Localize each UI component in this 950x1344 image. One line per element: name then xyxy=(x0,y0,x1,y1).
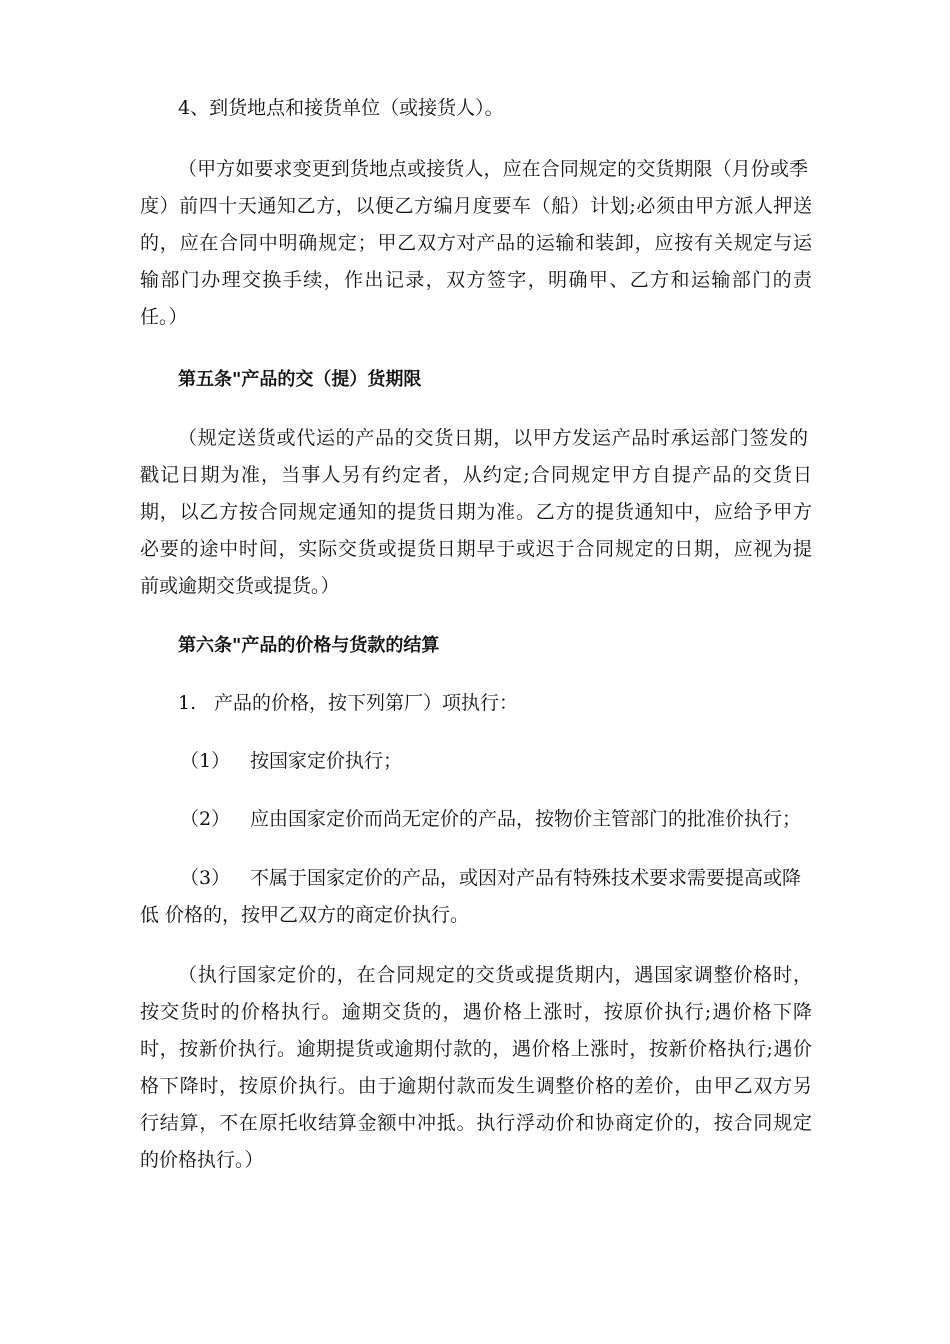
paragraph-line: 的，应在合同中明确规定；甲乙双方对产品的运输和装卸，应按有关规定与运 xyxy=(140,232,812,254)
item-4-text: 4、到货地点和接货单位（或接货人）。 xyxy=(178,97,504,119)
article-5-heading xyxy=(178,361,421,398)
paragraph-line: 必要的途中时间，实际交货或提货日期早于或迟于合同规定的日期，应视为提 xyxy=(140,538,812,560)
item-4 xyxy=(178,90,504,127)
paragraph-line: 时，按新价执行。逾期提货或逾期付款的，遇价格上涨时，按新价格执行;遇价 xyxy=(140,1038,812,1060)
option-text: 不属于国家定价的产品，或因对产品有特殊技术要求需要提高或降 xyxy=(250,867,802,889)
paragraph-line: （规定送货或代运的产品的交货日期，以甲方发运产品时承运部门签发的 xyxy=(178,427,808,449)
option-number: （3） xyxy=(180,867,231,889)
paragraph-line: 戳记日期为准，当事人另有约定者，从约定;合同规定甲方自提产品的交货日 xyxy=(140,464,812,486)
option-text: 应由国家定价而尚无定价的产品，按物价主管部门的批准价执行； xyxy=(250,808,802,830)
option-number: （1） xyxy=(180,750,231,772)
option-3 xyxy=(140,860,801,934)
option-1 xyxy=(180,743,402,780)
article-6-heading xyxy=(178,627,439,664)
paragraph-line: 的价格执行。） xyxy=(140,1149,264,1171)
paragraph-line: 格下降时，按原价执行。由于逾期付款而发生调整价格的差价，由甲乙双方另 xyxy=(140,1075,812,1097)
paragraph-line: 度）前四十天通知乙方，以便乙方编月度要车（船）计划;必须由甲方派人押送 xyxy=(140,195,812,217)
paragraph-line: 前或逾期交货或提货。） xyxy=(140,575,340,597)
paragraph-line: 按交货时的价格执行。逾期交货的，遇价格上涨时，按原价执行;遇价格下降 xyxy=(140,1001,812,1023)
note-6-paragraph xyxy=(140,957,812,1179)
paragraph-line: （甲方如要求变更到货地点或接货人，应在合同规定的交货期限（月份或季 xyxy=(178,158,808,180)
option-text: 按国家定价执行； xyxy=(250,750,403,772)
note-4-paragraph xyxy=(140,151,812,336)
paragraph-line: （执行国家定价的，在合同规定的交货或提货期内，遇国家调整价格时， xyxy=(178,964,812,986)
paragraph-line: 期，以乙方按合同规定通知的提货日期为准。乙方的提货通知中，应给予甲方 xyxy=(140,501,812,523)
option-2 xyxy=(180,801,801,838)
option-continuation: 低 价格的，按甲乙双方的商定价执行。 xyxy=(140,904,470,926)
article-5-title: 第五条"产品的交（提）货期限 xyxy=(178,369,422,390)
price-item-number: 1. xyxy=(178,692,197,714)
price-item-text: 产品的价格，按下列第厂）项执行： xyxy=(214,692,519,714)
paragraph-line: 行结算，不在原托收结算金额中冲抵。执行浮动价和协商定价的，按合同规定 xyxy=(140,1112,812,1134)
price-item xyxy=(178,685,518,722)
paragraph-line: 输部门办理交换手续，作出记录，双方签字，明确甲、乙方和运输部门的责 xyxy=(140,269,812,291)
note-5-paragraph xyxy=(140,420,812,605)
paragraph-line: 任。） xyxy=(140,306,188,328)
option-number: （2） xyxy=(180,808,231,830)
article-6-title: 第六条"产品的价格与货款的结算 xyxy=(178,635,440,656)
